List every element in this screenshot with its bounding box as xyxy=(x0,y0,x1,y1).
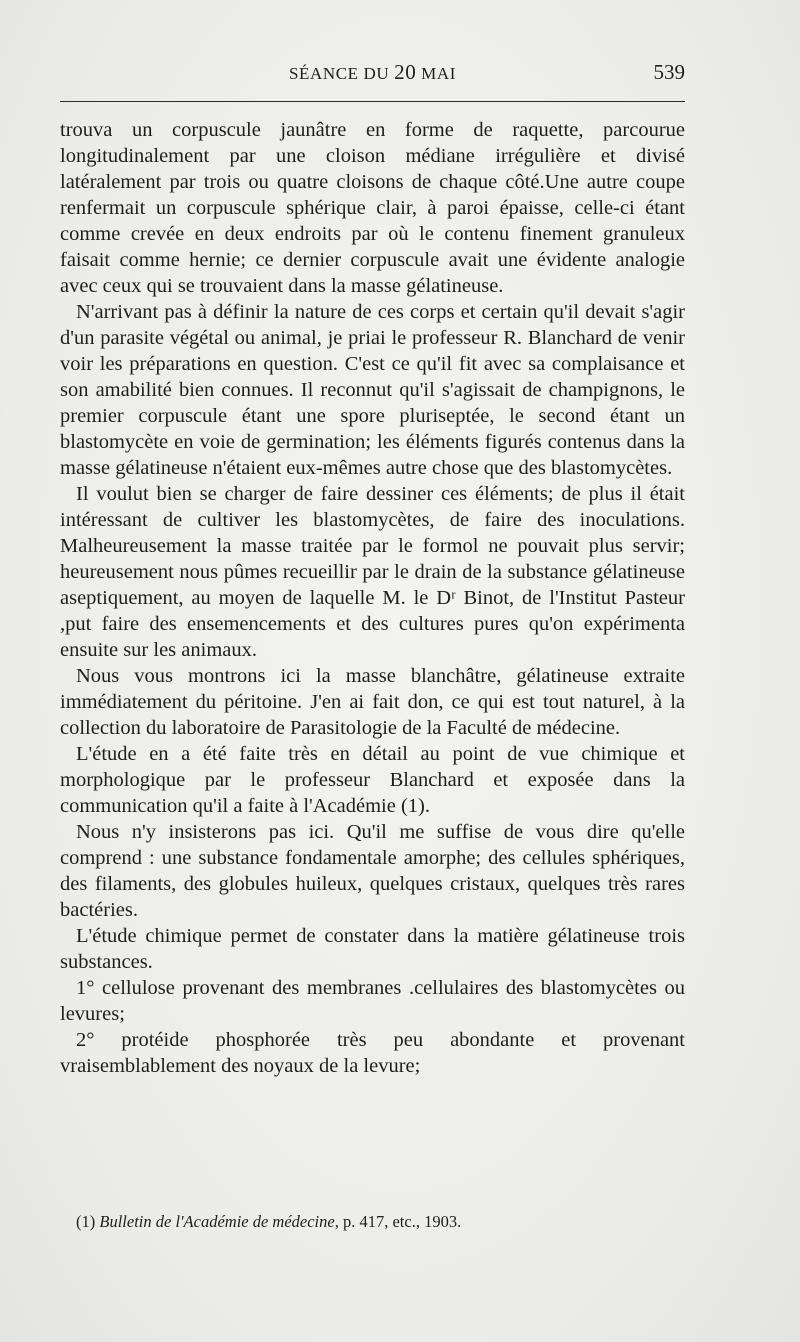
running-title xyxy=(60,60,685,85)
header-rule xyxy=(60,101,685,102)
running-title-suffix: MAI xyxy=(416,64,457,83)
paragraph: Nous vous montrons ici la masse blanchâtre, gélatineuse extraite immédiatement du péritoine. J'en ai fait don, ce qui est tout naturel, à la collection du laboratoire de Parasitologie de la Faculté de médecine. xyxy=(60,665,685,739)
page-number: 539 xyxy=(653,60,685,84)
paragraph: Il voulut bien se charger de faire dessiner ces éléments; de plus il était intéressant de cultiver les blastomycètes, de faire des inoculations. Malheureusement la masse traitée par le formol ne pouvait plus servir; heureusement nous pûmes recueillir par le drain de la substance gélatineuse aseptiquement, au moyen de laquelle M. le Dʳ Binot, de l'Institut Pasteur ,put faire des ensemencements et des cultures pures qu'on expérimenta ensuite sur les animaux. xyxy=(60,483,685,661)
running-title-day: 20 xyxy=(394,60,417,84)
footnote-rest: , p. 417, etc., 1903. xyxy=(334,1212,462,1231)
body-text xyxy=(60,117,685,1079)
footnote-source: Bulletin de l'Académie de médecine xyxy=(99,1212,335,1231)
running-title-prefix: SÉANCE DU xyxy=(288,64,395,83)
paragraph: L'étude en a été faite très en détail au point de vue chimique et morphologique par le professeur Blanchard et exposée dans la communication qu'il a faite à l'Académie (1). xyxy=(60,743,685,817)
running-header xyxy=(60,60,685,90)
paragraph: L'étude chimique permet de constater dans la matière gélatineuse trois substances. xyxy=(60,925,685,973)
paragraph: N'arrivant pas à définir la nature de ces corps et certain qu'il devait s'agir d'un parasite végétal ou animal, je priai le professeur R. Blanchard de venir voir les préparations en question. C'est ce qu'il fit avec sa complaisance et son amabilité bien connues. Il reconnut qu'il s'agissait de champignons, le premier corpuscule étant une spore pluriseptée, le second étant un blastomycète en voie de germination; les éléments figurés contenus dans la masse gélatineuse n'étaient eux-mêmes autre chose que des blastomycètes. xyxy=(60,301,685,479)
footnote xyxy=(76,1211,676,1233)
paragraph: 1° cellulose provenant des membranes .cellulaires des blastomycètes ou levures; xyxy=(60,977,685,1025)
footnote-marker: (1) xyxy=(76,1212,100,1231)
paragraph: Nous n'y insisterons pas ici. Qu'il me suffise de vous dire qu'elle comprend : une substance fondamentale amorphe; des cellules sphériques, des filaments, des globules huileux, quelques cristaux, quelques très rares bactéries. xyxy=(60,821,685,921)
paragraph: 2° protéide phosphorée très peu abondante et provenant vraisemblablement des noyaux de la levure; xyxy=(60,1029,685,1077)
paragraph: trouva un corpuscule jaunâtre en forme de raquette, parcourue longitudinalement par une cloison médiane irrégulière et divisé latéralement par trois ou quatre cloisons de chaque côté.Une autre coupe renfermait un corpuscule sphérique clair, à paroi épaisse, celle-ci étant comme crevée en deux endroits par où le contenu finement granuleux faisait comme hernie; ce dernier corpuscule avait une évidente analogie avec ceux qui se trouvaient dans la masse gélatineuse. xyxy=(60,119,685,297)
